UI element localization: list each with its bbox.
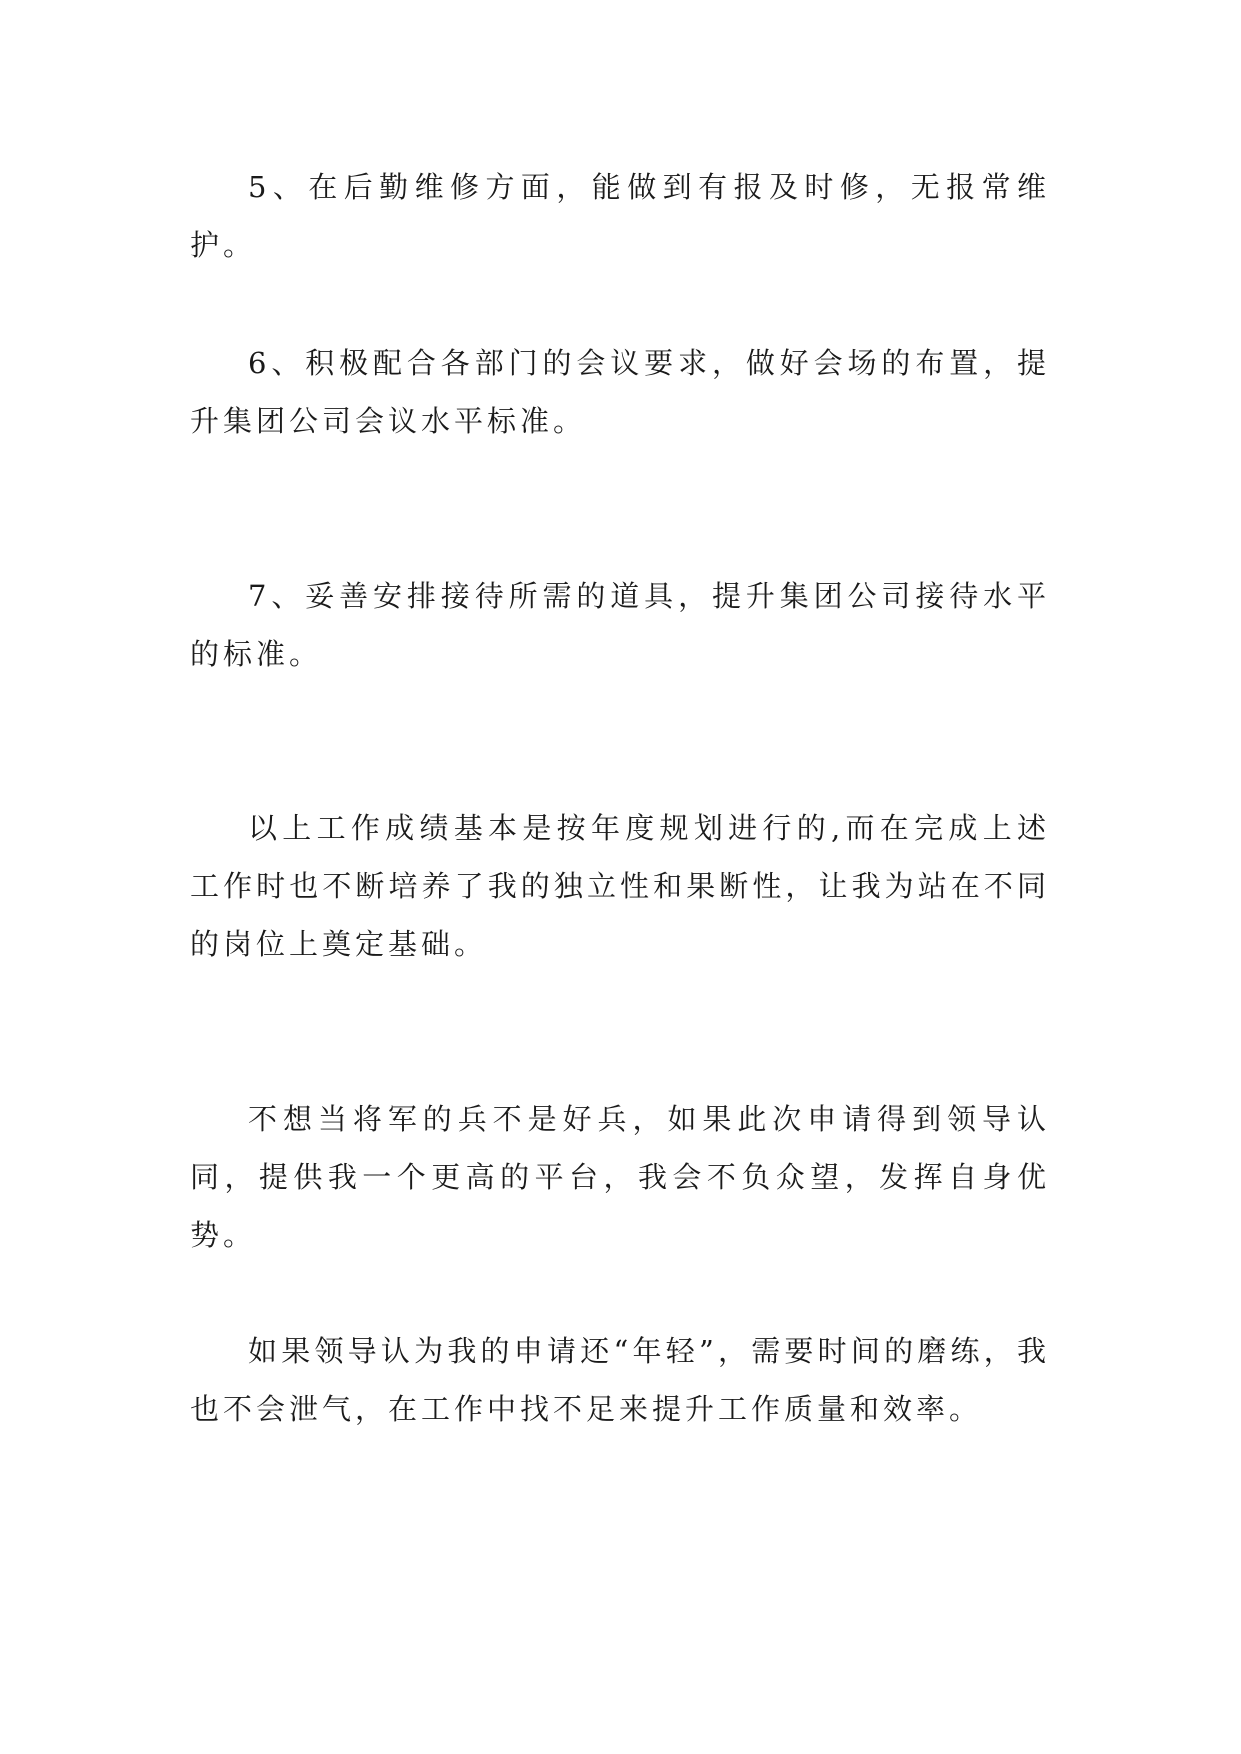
paragraph-maintenance: 5、在后勤维修方面，能做到有报及时修，无报常维护。 xyxy=(190,170,1050,262)
paragraph-summary: 以上工作成绩基本是按年度规划进行的,而在完成上述工作时也不断培养了我的独立性和果断性，让我为站在不同的岗位上奠定基础。 xyxy=(190,811,1050,961)
paragraph-meetings: 6、积极配合各部门的会议要求，做好会场的布置，提升集团公司会议水平标准。 xyxy=(190,346,1050,438)
paragraph-ambition: 不想当将军的兵不是好兵，如果此次申请得到领导认同，提供我一个更高的平台，我会不负众望，发挥自身优势。 xyxy=(190,1102,1050,1252)
paragraph-commitment: 如果领导认为我的申请还“年轻”，需要时间的磨练，我也不会泄气，在工作中找不足来提升工作质量和效率。 xyxy=(190,1334,1050,1426)
paragraph-reception: 7、妥善安排接待所需的道具，提升集团公司接待水平的标准。 xyxy=(190,579,1050,671)
